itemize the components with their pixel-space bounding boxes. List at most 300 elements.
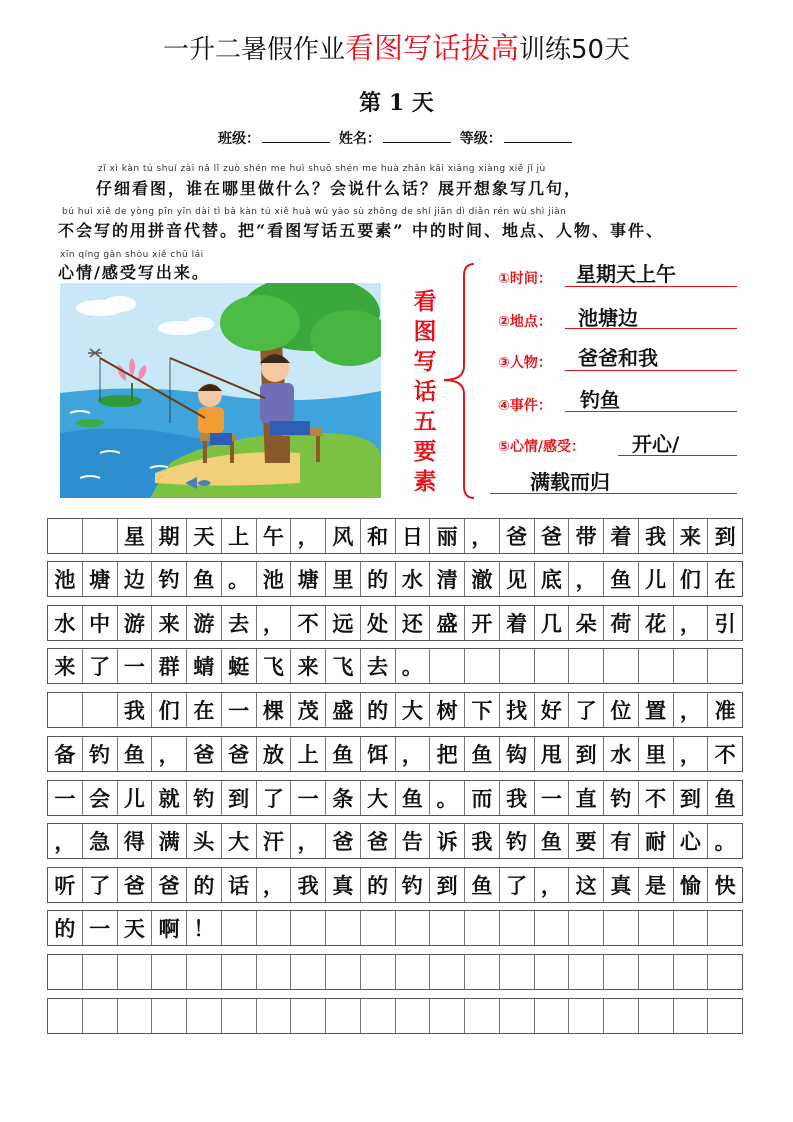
grid-cell[interactable]: 见 [500,562,535,596]
fishing-scene [60,283,381,498]
element-people [498,352,552,372]
grid-cell[interactable]: 在 [187,693,222,727]
grid-cell[interactable] [48,693,83,727]
grid-cell[interactable]: 了 [257,781,292,815]
grid-cell[interactable] [674,999,709,1033]
element-place-value: 池塘边 [578,306,638,330]
grid-cell[interactable]: 了 [569,693,604,727]
grid-cell[interactable] [639,649,674,683]
grid-cell[interactable]: 真 [326,868,361,902]
grid-cell[interactable] [569,999,604,1033]
element-place-line [565,328,737,329]
grid-cell[interactable] [708,999,742,1033]
grid-cell[interactable] [118,999,153,1033]
grade-label: 等级： [459,131,502,147]
grid-cell[interactable]: 钓 [152,562,187,596]
grid-cell[interactable]: 午 [257,519,292,553]
grid-cell[interactable]: 是 [639,868,674,902]
instruction-line-1: 仔细看图，谁在哪里做什么？会说什么话？展开想象写几句， [96,179,583,198]
grid-cell[interactable]: 爸 [152,868,187,902]
grid-cell[interactable]: ， [674,693,709,727]
grid-cell[interactable] [569,649,604,683]
grid-cell[interactable]: 里 [639,737,674,771]
grid-cell[interactable]: 们 [674,562,709,596]
element-people-line [565,370,737,371]
grid-cell[interactable]: 水 [396,562,431,596]
grid-cell[interactable]: 飞 [257,649,292,683]
grid-cell[interactable]: 鱼 [604,562,639,596]
grid-cell[interactable] [674,911,709,945]
grid-cell[interactable]: 群 [152,649,187,683]
grid-cell[interactable]: 引 [714,611,736,636]
grid-cell[interactable] [500,955,535,989]
grid-row [47,998,743,1034]
grid-cell[interactable]: 到 [674,781,709,815]
grid-cell[interactable] [118,955,153,989]
grid-cell[interactable]: 我 [291,868,326,902]
grid-cell[interactable] [708,649,742,683]
instruction-pinyin-3: xīn qíng gǎn shòu xiě chū lái [60,250,204,260]
grid-row [47,561,743,597]
grid-cell[interactable]: 要 [569,824,604,858]
grid-cell[interactable]: ， [535,868,570,902]
grid-cell[interactable]: 我 [118,693,153,727]
grid-row [47,910,743,946]
class-label: 班级： [218,131,260,147]
grid-cell[interactable]: 。 [396,649,431,683]
grid-cell[interactable]: 来 [152,606,187,640]
grid-cell[interactable]: 爸 [187,737,222,771]
grid-cell[interactable]: 不 [639,781,674,815]
element-feeling-line-2 [490,493,737,494]
grid-cell[interactable]: ， [257,868,292,902]
grid-cell[interactable]: 蜻 [187,649,222,683]
grid-cell[interactable]: 的 [187,868,222,902]
grid-cell[interactable]: 我 [465,824,500,858]
grid-cell[interactable]: 这 [569,868,604,902]
grid-cell[interactable]: 的 [361,868,396,902]
grid-cell[interactable] [257,999,292,1033]
grid-cell[interactable]: 着 [604,519,639,553]
grid-cell[interactable] [83,955,118,989]
element-feeling-label: ⑤心情/感受： [498,439,585,455]
grid-cell[interactable]: 爸 [326,824,361,858]
grid-cell[interactable]: 爸 [118,868,153,902]
grid-cell[interactable]: 期 [152,519,187,553]
grid-cell[interactable] [222,955,257,989]
instruction-line-2: 不会写的用拼音代替。把“看图写话五要素” 中的时间、地点、人物、事件、 [58,221,664,240]
grid-cell[interactable] [430,955,465,989]
grid-cell[interactable] [535,999,570,1033]
grid-cell[interactable]: 水 [48,606,83,640]
grid-cell[interactable]: 中 [83,606,118,640]
grid-cell[interactable]: 找 [500,693,535,727]
grid-cell[interactable] [48,955,83,989]
grid-cell[interactable] [569,955,604,989]
grid-cell[interactable] [639,911,674,945]
grid-cell[interactable]: 盛 [326,693,361,727]
grid-cell[interactable]: 天 [187,519,222,553]
grid-cell[interactable] [257,955,292,989]
grid-cell[interactable]: 有 [604,824,639,858]
grid-cell[interactable]: 塘 [83,562,118,596]
grid-cell[interactable]: ， [291,824,326,858]
vlabel-char: 写 [413,348,437,375]
grid-cell[interactable] [465,649,500,683]
grid-cell[interactable]: 钓 [500,824,535,858]
grid-cell[interactable]: 爸 [222,737,257,771]
grid-cell[interactable]: 爸 [535,519,570,553]
fishing-illustration [60,283,381,498]
grid-cell[interactable]: 来 [48,649,83,683]
grid-cell[interactable] [222,999,257,1033]
grid-cell[interactable]: 愉 [674,868,709,902]
grid-cell[interactable]: 带 [569,519,604,553]
grid-cell[interactable]: ， [674,606,709,640]
grid-cell[interactable]: 树 [430,693,465,727]
grid-cell[interactable]: 放 [257,737,292,771]
grid-cell[interactable] [257,911,292,945]
grid-row [47,780,743,816]
grid-cell[interactable] [48,519,83,553]
student-info-row [218,128,576,148]
grid-cell[interactable]: 星 [118,519,153,553]
grid-cell[interactable]: ， [569,562,604,596]
element-time [498,268,552,288]
grid-cell[interactable] [326,955,361,989]
vlabel-char: 图 [413,318,437,345]
grid-cell[interactable] [430,649,465,683]
grid-cell[interactable]: 水 [604,737,639,771]
grid-cell[interactable] [535,649,570,683]
grid-cell[interactable]: 钓 [83,737,118,771]
grid-cell[interactable]: 和 [361,519,396,553]
grid-cell[interactable]: 池 [48,562,83,596]
grid-cell[interactable] [639,955,674,989]
grid-cell[interactable]: 了 [83,649,118,683]
grid-cell[interactable]: 鱼 [118,737,153,771]
grid-cell[interactable] [465,999,500,1033]
grid-cell[interactable]: 来 [291,649,326,683]
grid-row [47,867,743,903]
grid-cell[interactable]: 钩 [500,737,535,771]
grid-cell[interactable]: ， [257,606,292,640]
grid-cell[interactable]: 大 [396,693,431,727]
grid-cell[interactable] [604,649,639,683]
grid-cell[interactable]: 而 [465,781,500,815]
grid-cell[interactable] [500,911,535,945]
grid-cell[interactable]: 一 [222,693,257,727]
element-place [498,311,552,331]
element-time-value: 星期天上午 [576,262,676,286]
grid-row [47,605,743,641]
grid-cell[interactable]: 丽 [430,519,465,553]
grid-cell[interactable]: 爸 [361,824,396,858]
grid-cell[interactable] [83,999,118,1033]
grid-cell[interactable]: 到 [569,737,604,771]
element-time-line [565,286,737,287]
element-event-label: ④事件： [498,398,552,414]
grid-cell[interactable]: 我 [500,781,535,815]
grid-cell[interactable]: 告 [396,824,431,858]
grid-cell[interactable]: 天 [118,911,153,945]
grid-cell[interactable] [674,649,709,683]
grid-cell[interactable] [639,999,674,1033]
element-feeling-value: 开心/ [632,432,680,456]
grid-cell[interactable]: 真 [604,868,639,902]
grid-cell[interactable] [361,911,396,945]
grid-cell[interactable]: 心 [674,824,709,858]
worksheet-title [0,28,793,70]
grid-cell[interactable]: 饵 [361,737,396,771]
grid-cell[interactable]: ， [396,737,431,771]
element-feeling [498,436,585,456]
grid-cell[interactable] [222,911,257,945]
grid-cell[interactable]: 边 [118,562,153,596]
element-event-line [565,411,737,412]
grid-cell[interactable]: 把 [430,737,465,771]
grid-cell[interactable]: 的 [361,562,396,596]
grid-cell[interactable]: 钓 [187,781,222,815]
grid-cell[interactable]: 。 [222,562,257,596]
grid-cell[interactable] [430,911,465,945]
grid-cell[interactable] [361,999,396,1033]
grid-cell[interactable]: 一 [48,781,83,815]
grid-row [47,954,743,990]
grid-cell[interactable]: 一 [535,781,570,815]
grid-cell[interactable] [152,999,187,1033]
grid-cell[interactable]: 啊 [152,911,187,945]
grid-cell[interactable] [396,999,431,1033]
vlabel-char: 素 [413,468,437,495]
grid-cell[interactable]: 汗 [257,824,292,858]
grid-cell[interactable]: 鱼 [396,781,431,815]
grid-cell[interactable] [291,955,326,989]
grid-row [47,823,743,859]
grid-cell[interactable]: 茂 [291,693,326,727]
grid-cell[interactable]: 置 [639,693,674,727]
grid-cell[interactable]: 荷 [604,606,639,640]
grid-cell[interactable] [535,911,570,945]
grid-cell[interactable] [708,911,742,945]
grid-cell[interactable]: 。 [430,781,465,815]
grid-cell[interactable] [152,955,187,989]
grid-cell[interactable]: ， [291,519,326,553]
grid-cell[interactable]: 位 [604,693,639,727]
grid-cell[interactable]: 盛 [430,606,465,640]
grid-cell[interactable]: 快 [714,873,736,898]
grid-cell[interactable]: 儿 [639,562,674,596]
name-blank[interactable] [383,130,451,143]
grid-cell[interactable] [604,999,639,1033]
grid-cell[interactable]: 得 [118,824,153,858]
grid-cell[interactable]: 听 [48,868,83,902]
grid-cell[interactable] [569,911,604,945]
grid-cell[interactable]: 鱼 [326,737,361,771]
grid-cell[interactable]: 清 [430,562,465,596]
grid-cell[interactable] [500,649,535,683]
grid-cell[interactable] [83,693,118,727]
grid-cell[interactable]: 鱼 [465,868,500,902]
grid-cell[interactable]: ！ [187,911,222,945]
grid-cell[interactable]: 到 [430,868,465,902]
grid-cell[interactable]: 不 [714,742,736,767]
grid-row [47,518,743,554]
grid-cell[interactable] [430,999,465,1033]
grid-cell[interactable]: 风 [326,519,361,553]
grid-cell[interactable]: 上 [291,737,326,771]
grid-cell[interactable] [604,911,639,945]
grid-cell[interactable] [48,999,83,1033]
grid-cell[interactable] [326,999,361,1033]
grid-cell[interactable]: 游 [187,606,222,640]
grid-cell[interactable]: 游 [118,606,153,640]
title-highlight: 看图写话拔高 [344,31,519,65]
grid-cell[interactable] [604,955,639,989]
grid-cell[interactable]: 远 [326,606,361,640]
grid-cell[interactable]: 到 [222,781,257,815]
grid-cell[interactable] [83,519,118,553]
grid-cell[interactable]: 池 [257,562,292,596]
grid-cell[interactable]: 鱼 [535,824,570,858]
grid-cell[interactable]: 一 [118,649,153,683]
grid-cell[interactable]: 处 [361,606,396,640]
grid-row [47,648,743,684]
grid-cell[interactable]: 去 [361,649,396,683]
grid-cell[interactable]: 来 [674,519,709,553]
grid-cell[interactable]: 塘 [291,562,326,596]
grid-cell[interactable] [465,955,500,989]
grid-cell[interactable]: 着 [500,606,535,640]
grid-cell[interactable]: 准 [714,698,736,723]
title-prefix: 一升二暑假作业 [162,35,345,65]
grid-cell[interactable]: 耐 [639,824,674,858]
grid-cell[interactable]: ， [674,737,709,771]
grid-cell[interactable]: 我 [639,519,674,553]
grid-cell[interactable]: 诉 [430,824,465,858]
grid-cell[interactable]: 甩 [535,737,570,771]
grid-cell[interactable]: 上 [222,519,257,553]
title-suffix: 训练50天 [518,35,631,65]
grid-cell[interactable]: 钓 [396,868,431,902]
grid-cell[interactable]: 直 [569,781,604,815]
instruction-pinyin-2: bú huì xiě de yòng pīn yīn dài tì bǎ kàn tú xiě huà wǔ yào sù zhōng de shí jiān dì diǎn rén wù shì jiàn [62,207,567,217]
grid-cell[interactable]: 儿 [118,781,153,815]
grid-cell[interactable] [465,911,500,945]
grid-cell[interactable]: 了 [83,868,118,902]
grid-cell[interactable]: 鱼 [714,786,736,811]
grid-cell[interactable]: 朵 [569,606,604,640]
grid-cell[interactable]: 大 [222,824,257,858]
grid-cell[interactable]: 大 [361,781,396,815]
grid-cell[interactable]: 下 [465,693,500,727]
grid-cell[interactable]: 们 [152,693,187,727]
element-event-value: 钓鱼 [580,388,620,412]
grid-cell[interactable]: 开 [465,606,500,640]
grid-cell[interactable] [187,999,222,1033]
element-feeling-value-2: 满载而归 [530,470,610,494]
grade-blank[interactable] [504,130,572,143]
grid-cell[interactable]: 会 [83,781,118,815]
element-place-label: ②地点： [498,314,552,330]
instruction-pinyin-1: zǐ xì kàn tú shuí zài nǎ lǐ zuò shén me huì shuō shén me huà zhǎn kāi xiǎng xiàng xiě jǐ jù [98,164,546,174]
grid-row [47,736,743,772]
grid-row [47,692,743,728]
grid-cell[interactable]: 不 [291,606,326,640]
grid-cell[interactable]: 话 [222,868,257,902]
instruction-line-3: 心情/感受写出来。 [58,263,210,282]
grid-cell[interactable]: 条 [326,781,361,815]
grid-cell[interactable] [396,955,431,989]
name-label: 姓名： [338,131,381,147]
grid-cell[interactable]: 鱼 [465,737,500,771]
grid-cell[interactable]: 到 [714,524,736,549]
grid-cell[interactable]: 的 [361,693,396,727]
grid-cell[interactable]: 满 [152,824,187,858]
element-people-label: ③人物： [498,355,552,371]
grid-cell[interactable]: 的 [48,911,83,945]
grid-cell[interactable]: 好 [535,693,570,727]
grid-cell[interactable] [535,955,570,989]
grid-cell[interactable]: 就 [152,781,187,815]
grid-cell[interactable]: 备 [48,737,83,771]
grid-cell[interactable]: ， [48,824,83,858]
grid-cell[interactable]: 还 [396,606,431,640]
grid-cell[interactable]: 飞 [326,649,361,683]
grid-cell[interactable]: 一 [291,781,326,815]
grid-cell[interactable]: 日 [396,519,431,553]
grid-cell[interactable]: 去 [222,606,257,640]
grid-cell[interactable]: 在 [714,567,736,592]
vlabel-char: 五 [413,408,437,435]
grid-cell[interactable] [500,999,535,1033]
grid-cell[interactable]: 底 [535,562,570,596]
element-feeling-line [618,455,737,456]
grid-cell[interactable]: 。 [714,829,736,854]
grid-cell[interactable] [708,955,742,989]
grid-cell[interactable] [361,955,396,989]
grid-cell[interactable] [291,911,326,945]
grid-cell[interactable]: 头 [187,824,222,858]
grid-cell[interactable] [326,911,361,945]
grid-cell[interactable]: 里 [326,562,361,596]
curly-brace [438,262,478,502]
grid-cell[interactable]: 鱼 [187,562,222,596]
grid-cell[interactable] [291,999,326,1033]
grid-cell[interactable] [674,955,709,989]
grid-cell[interactable]: 爸 [500,519,535,553]
grid-cell[interactable]: 花 [639,606,674,640]
vlabel-char: 要 [413,438,437,465]
grid-cell[interactable]: 一 [83,911,118,945]
grid-cell[interactable]: 钓 [604,781,639,815]
grid-cell[interactable]: 急 [83,824,118,858]
class-blank[interactable] [262,130,330,143]
grid-cell[interactable]: ， [152,737,187,771]
day-label: 第 1 天 [359,90,434,116]
grid-cell[interactable]: 蜓 [222,649,257,683]
grid-cell[interactable]: 了 [500,868,535,902]
grid-cell[interactable]: 几 [535,606,570,640]
grid-cell[interactable] [396,911,431,945]
grid-cell[interactable] [187,955,222,989]
grid-cell[interactable]: 澈 [465,562,500,596]
vlabel-char: 看 [413,288,437,315]
grid-cell[interactable]: 棵 [257,693,292,727]
vlabel-char: 话 [413,378,437,405]
element-time-label: ①时间： [498,271,552,287]
grid-cell[interactable]: ， [465,519,500,553]
